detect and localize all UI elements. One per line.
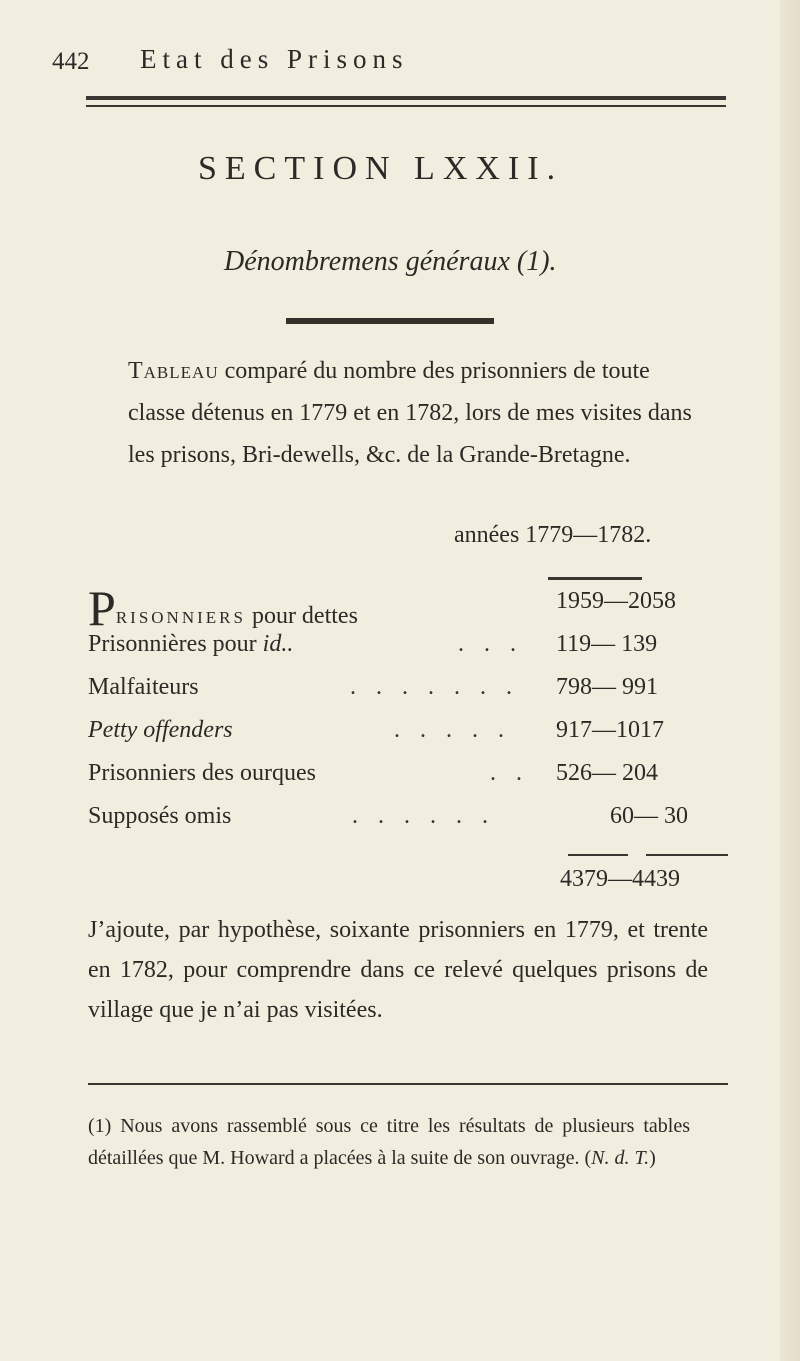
years-rule [548, 577, 642, 580]
table-row [88, 760, 708, 803]
row-values: 60— 30 [610, 803, 688, 829]
intro-text: comparé du nombre des prisonniers de toute classe détenus en 1779 et en 1782, lors de mes visites dans les prisons, Bri-dewells, &c. de la Grande-Bretagne. [128, 358, 692, 468]
row-values: 526— 204 [556, 760, 658, 786]
page-edge [780, 0, 800, 1361]
leader-dots: . . . [458, 631, 523, 657]
leader-dots: . . . . . . . [350, 674, 519, 700]
sum-rule [568, 854, 628, 856]
header-rule [86, 96, 726, 112]
running-title: Etat des Prisons [140, 44, 409, 74]
row-values: 798— 991 [556, 674, 658, 700]
running-head [52, 44, 752, 84]
footnote-marker: (1) [88, 1115, 112, 1137]
table-row [88, 631, 708, 674]
row-label: Prisonnières pour id.. [88, 631, 294, 657]
sum-rule [646, 854, 728, 856]
intro-lead: Tableau [128, 358, 219, 384]
section-subtitle: Dénombremens généraux (1). [224, 246, 557, 277]
table-row [88, 580, 708, 636]
leader-dots: . . . . . . [352, 803, 495, 829]
closing-paragraph: J’ajoute, par hypothèse, soixante prisonniers en 1779, et trente en 1782, pour comprendre dans ce relevé quelques prisons de village que je n’ai pas visitées. [88, 917, 708, 1023]
leader-dots: . . . . . [394, 717, 511, 743]
leader-dots: . . [490, 760, 529, 786]
table-totals: 4379—4439 [560, 866, 680, 892]
section-heading: SECTION LXXII. [198, 150, 564, 187]
row-values: 1959—2058 [556, 588, 676, 614]
footnote: (1) Nous avons rassemblé sous ce titre les résultats de plusieurs tables détaillées que M. Howard a placées à la suite de son ouvrage. (N. d. T.) [88, 1115, 690, 1169]
intro-paragraph [128, 350, 698, 476]
prisoner-table [88, 580, 708, 846]
footnote-text: Nous avons rassemblé sous ce titre les résultats de plusieurs tables détaillées que M. Howard a placées à la suite de son ouvrage. ( [88, 1115, 690, 1169]
row-values: 917—1017 [556, 717, 664, 743]
row-label: Petty offenders [88, 717, 233, 743]
footnote-rule [88, 1083, 728, 1085]
table-row [88, 803, 708, 846]
row-label: Prisonniers pour dettes [88, 580, 358, 636]
years-header: années 1779—1782. [454, 522, 652, 548]
footnote-signature: N. d. T. [591, 1147, 650, 1169]
row-label: Supposés omis [88, 803, 232, 829]
row-label: Prisonniers des ourques [88, 760, 316, 786]
page-number: 442 [52, 48, 90, 75]
row-label: Malfaiteurs [88, 674, 199, 700]
table-row [88, 674, 708, 717]
row-values: 119— 139 [556, 631, 658, 657]
table-row [88, 717, 708, 760]
section-rule [286, 318, 494, 324]
